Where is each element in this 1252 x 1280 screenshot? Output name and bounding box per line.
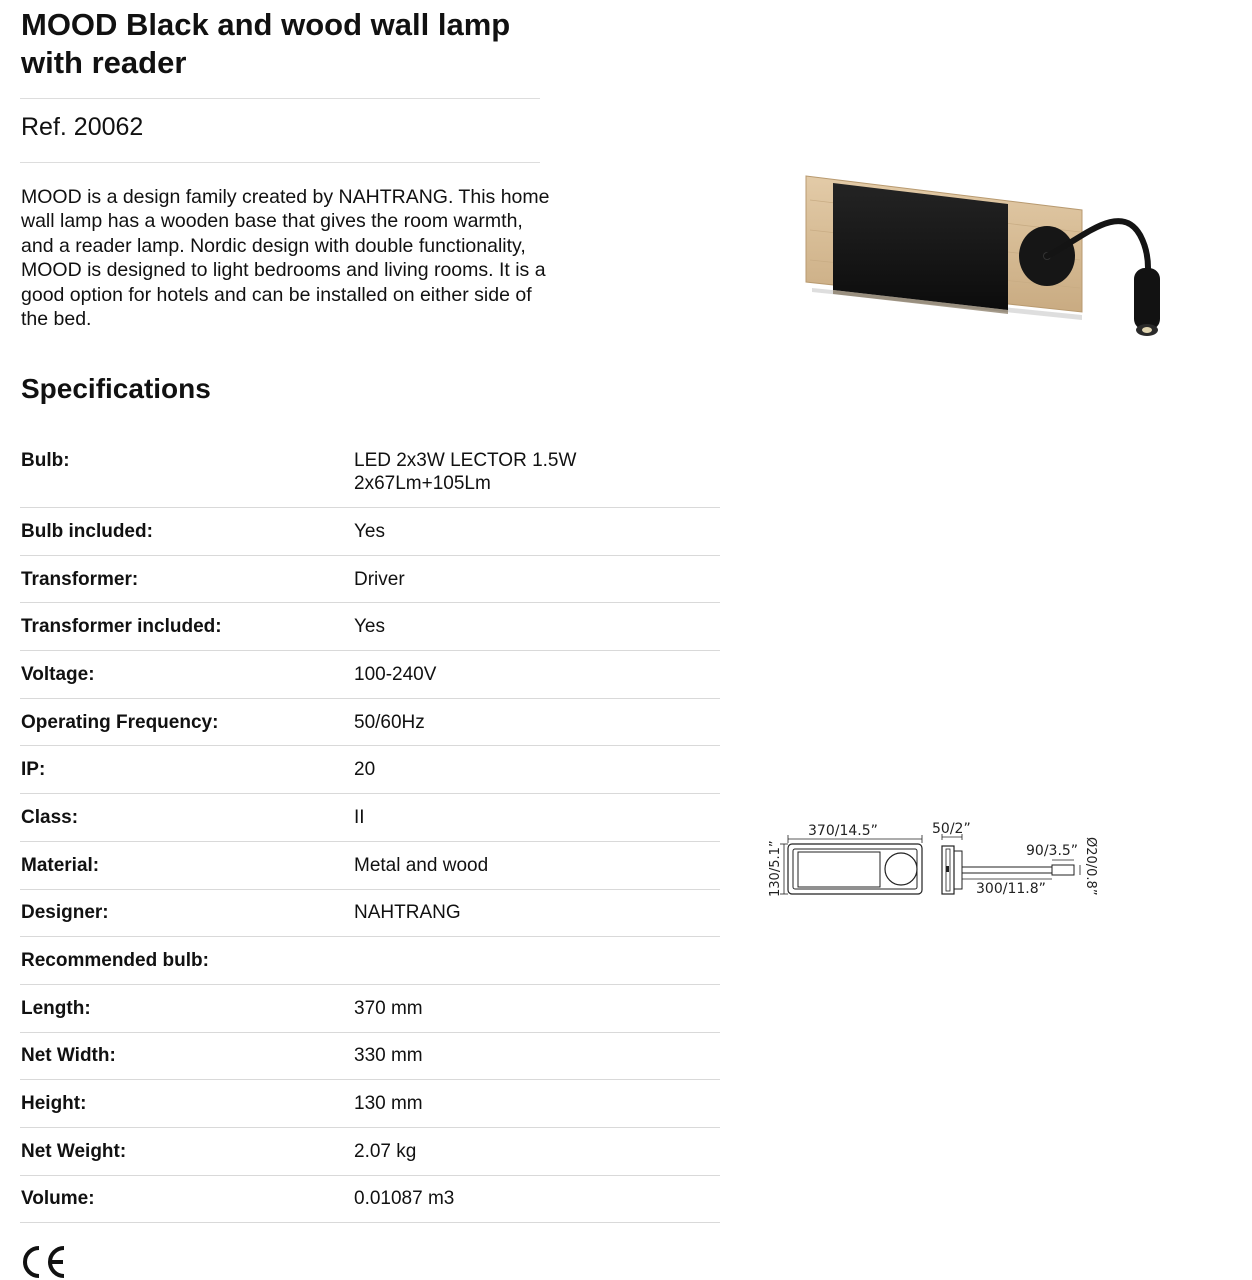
spec-value: Driver — [354, 568, 405, 590]
spec-value: 130 mm — [354, 1093, 423, 1115]
spec-value: 370 mm — [354, 997, 423, 1019]
spec-label: IP: — [21, 759, 46, 781]
black-panel-icon — [833, 183, 1008, 310]
spec-value — [354, 437, 720, 495]
spec-label: Length: — [21, 997, 91, 1019]
specifications-heading: Specifications — [21, 373, 211, 404]
specifications-table — [20, 437, 720, 1223]
spec-row-bulb-included — [20, 508, 720, 556]
spec-label: Transformer included: — [21, 616, 222, 638]
spec-value: Metal and wood — [354, 854, 489, 876]
spec-label: Height: — [21, 1093, 87, 1115]
spec-label: Material: — [21, 854, 100, 876]
spec-row-recommended-bulb — [20, 937, 720, 985]
spec-label: Recommended bulb: — [21, 950, 209, 972]
spec-value: 50/60Hz — [354, 711, 425, 733]
spec-label: Operating Frequency: — [21, 711, 219, 733]
product-reference: Ref. 20062 — [21, 113, 144, 141]
spec-value: NAHTRANG — [354, 902, 461, 924]
reader-head-icon — [1134, 268, 1160, 330]
spec-row-class — [20, 794, 720, 842]
arm-dimension: 300/11.8” — [976, 881, 1046, 897]
spec-value: 0.01087 m3 — [354, 1188, 455, 1210]
depth-dimension: 50/2” — [932, 821, 971, 837]
spec-value: Yes — [354, 616, 385, 638]
spec-value-line: LED 2x3W LECTOR 1.5W — [354, 450, 577, 471]
spec-row-net-weight — [20, 1128, 720, 1176]
spec-row-transformer-included — [20, 603, 720, 651]
product-title: MOOD Black and wood wall lamp with reader — [21, 7, 511, 80]
spec-row-volume — [20, 1176, 720, 1224]
ce-mark-icon — [20, 1244, 68, 1280]
spec-value: 330 mm — [354, 1045, 423, 1067]
spec-row-operating-frequency — [20, 699, 720, 747]
spec-label: Voltage: — [21, 663, 95, 685]
length-dimension: 370/14.5” — [808, 823, 878, 839]
spec-label: Net Width: — [21, 1045, 116, 1067]
spec-row-voltage — [20, 651, 720, 699]
spec-row-transformer — [20, 556, 720, 604]
spec-row-ip — [20, 746, 720, 794]
spec-row-material — [20, 842, 720, 890]
spec-label: Bulb: — [21, 450, 70, 471]
product-photo — [790, 160, 1180, 360]
diameter-dimension: Ø20/0.8” — [1083, 837, 1098, 896]
spec-row-bulb — [20, 437, 720, 508]
spec-row-net-width — [20, 1033, 720, 1081]
spec-label: Net Weight: — [21, 1140, 127, 1162]
dimension-drawing — [760, 815, 1110, 915]
spec-label: Class: — [21, 806, 79, 828]
spec-row-height — [20, 1080, 720, 1128]
spec-row-length — [20, 985, 720, 1033]
divider — [20, 98, 540, 99]
divider — [20, 162, 540, 163]
spec-value: II — [354, 806, 365, 828]
spec-label: Transformer: — [21, 568, 139, 590]
spec-value: Yes — [354, 520, 385, 542]
spec-label: Bulb included: — [21, 520, 153, 542]
spec-label: Designer: — [21, 902, 109, 924]
spec-value: 20 — [354, 759, 376, 781]
product-description: MOOD is a design family created by NAHTRANG. This home wall lamp has a wooden base that gives the room warmth, and a reader lamp. Nordic design with double functionality, MOOD is designed to light bedrooms and living rooms. It is a good option for hotels and can be installed on either side of the bed. — [21, 186, 550, 331]
spec-label: Volume: — [21, 1188, 95, 1210]
spec-value: 2.07 kg — [354, 1140, 417, 1162]
spec-value-line: 2x67Lm+105Lm — [354, 473, 491, 494]
height-dimension: 130/5.1” — [768, 840, 783, 897]
spec-row-designer — [20, 890, 720, 938]
spec-value: 100-240V — [354, 663, 437, 685]
reader-dimension: 90/3.5” — [1026, 843, 1079, 859]
